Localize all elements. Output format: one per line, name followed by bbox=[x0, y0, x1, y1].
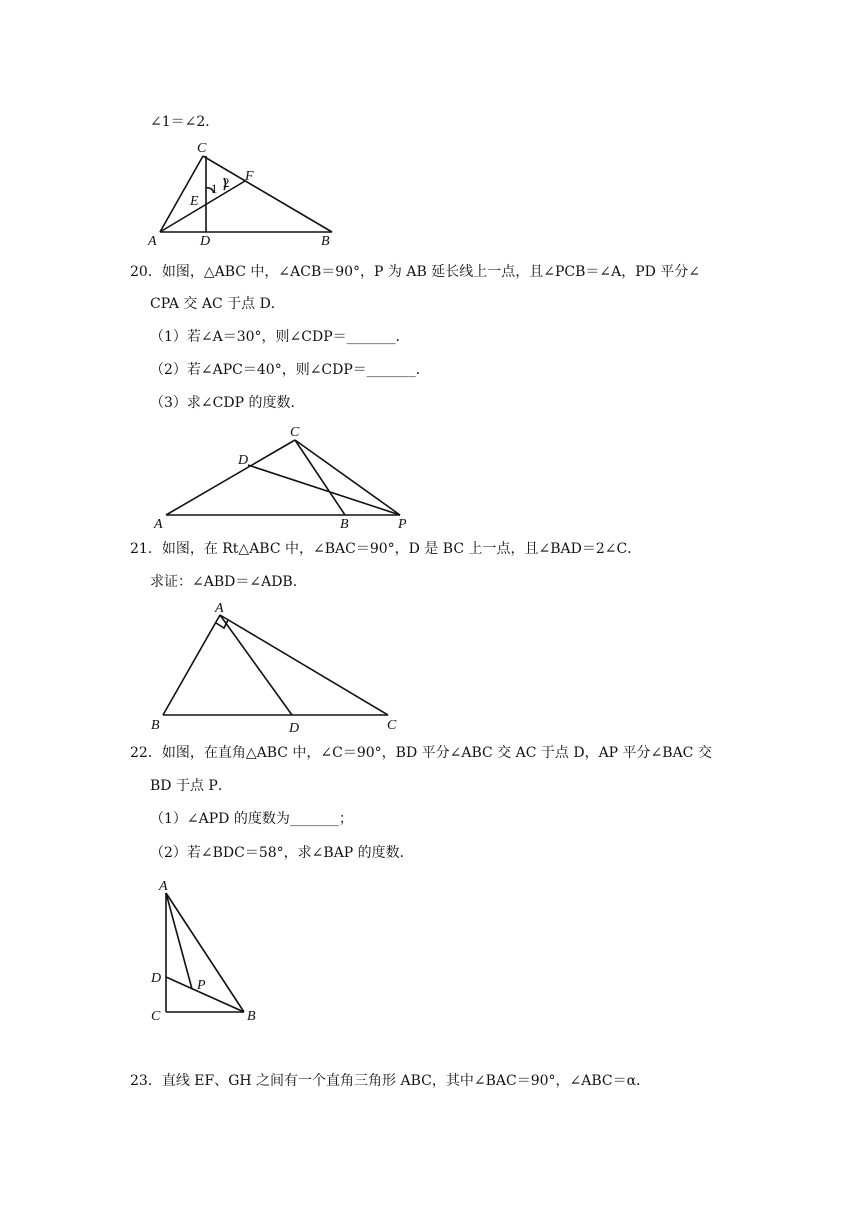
q22-line2: BD 于点 P． bbox=[150, 778, 232, 794]
label-e: E bbox=[190, 194, 199, 209]
label-f: F bbox=[245, 169, 254, 184]
segment-ap bbox=[166, 893, 192, 989]
label-d: D bbox=[289, 721, 300, 736]
label-c: C bbox=[387, 718, 397, 733]
q20-part3: （3）求∠CDP 的度数． bbox=[150, 395, 305, 411]
label-b: B bbox=[340, 517, 349, 532]
q22-line1: 22．如图，在直角△ABC 中，∠C＝90°，BD 平分∠ABC 交 AC 于点 D，AP 平分∠BAC 交 bbox=[130, 745, 712, 761]
label-d: D bbox=[151, 971, 162, 986]
q20-part2: （2）若∠APC＝40°，则∠CDP＝_______． bbox=[150, 362, 430, 378]
label-a: A bbox=[159, 879, 168, 894]
label-c: C bbox=[290, 425, 300, 440]
label-c: C bbox=[197, 141, 207, 156]
label-d: D bbox=[200, 234, 211, 249]
label-p: P bbox=[398, 517, 407, 532]
label-c: C bbox=[151, 1009, 161, 1024]
q21-line2: 求证：∠ABD＝∠ADB． bbox=[150, 574, 307, 590]
label-a: A bbox=[148, 234, 157, 249]
label-angle-1: 1 bbox=[211, 181, 218, 196]
q22-part2: （2）若∠BDC＝58°，求∠BAP 的度数． bbox=[150, 845, 414, 861]
q20-line1: 20．如图，△ABC 中，∠ACB＝90°，P 为 AB 延长线上一点，且∠PCB＝∠A，PD 平分∠ bbox=[130, 264, 701, 280]
label-p: P bbox=[197, 978, 206, 993]
label-b: B bbox=[321, 234, 330, 249]
q20-part1: （1）若∠A＝30°，则∠CDP＝_______． bbox=[150, 329, 410, 345]
label-a: A bbox=[215, 601, 224, 616]
q23-line1: 23．直线 EF、GH 之间有一个直角三角形 ABC，其中∠BAC＝90°，∠ABC＝α． bbox=[130, 1073, 651, 1089]
label-angle-2: 2 bbox=[223, 175, 230, 190]
label-b: B bbox=[151, 718, 160, 733]
q20-line2: CPA 交 AC 于点 D． bbox=[150, 296, 285, 312]
q22-part1: （1）∠APD 的度数为_______； bbox=[150, 811, 353, 827]
label-a: A bbox=[154, 517, 163, 532]
q21-line1: 21．如图，在 Rt△ABC 中，∠BAC＝90°，D 是 BC 上一点，且∠BAD＝2∠C． bbox=[130, 541, 642, 557]
q19-line-end: ∠1＝∠2． bbox=[150, 114, 220, 130]
label-d: D bbox=[238, 453, 249, 468]
label-b: B bbox=[247, 1009, 256, 1024]
